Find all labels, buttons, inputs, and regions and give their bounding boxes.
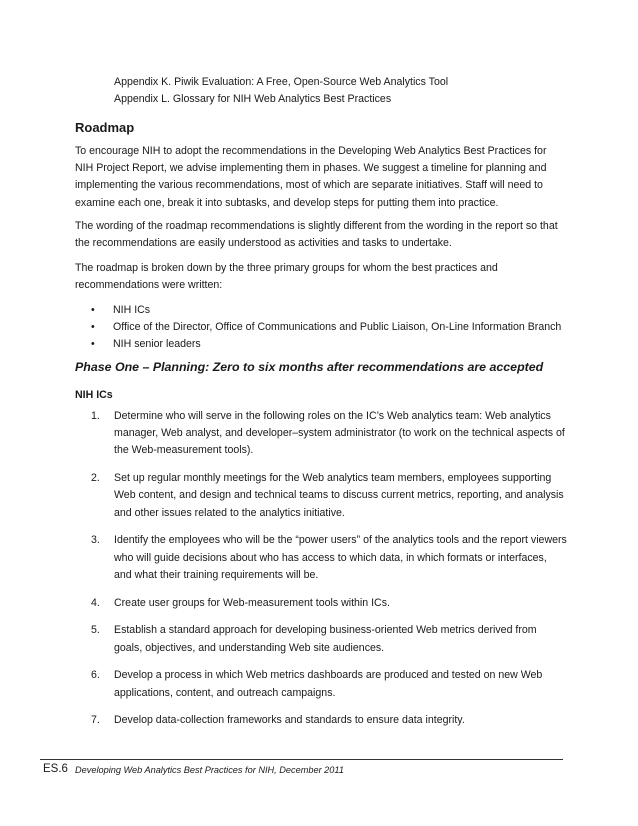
- bullet-item: [75, 319, 575, 336]
- phase-one-numbered-list: [75, 408, 567, 740]
- footer-divider: [40, 759, 563, 760]
- item-number: 3.: [91, 534, 100, 547]
- appendix-k-line: Appendix K. Piwik Evaluation: A Free, Open-Source Web Analytics Tool: [114, 76, 449, 88]
- item-number: 2.: [91, 472, 100, 485]
- bullet-item: [75, 302, 575, 319]
- item-text: Develop data-collection frameworks and standards to ensure data integrity.: [114, 714, 465, 727]
- item-text: Determine who will serve in the following roles on the IC’s Web analytics team: Web analytics manager, Web analyst, and developer–system administrator (to work on the technical aspects of the Web-measurement tools).: [114, 410, 565, 457]
- bullet-item: [75, 336, 575, 353]
- bullet-icon: •: [91, 321, 95, 333]
- roadmap-paragraph-3: The roadmap is broken down by the three primary groups for whom the best practices and recommendations were written:: [75, 262, 498, 292]
- item-number: 6.: [91, 669, 100, 682]
- roadmap-paragraph-1: To encourage NIH to adopt the recommendations in the Developing Web Analytics Best Practices for NIH Project Report, we advise implementing them in phases. We suggest a timeline for planning and implementing the various recommendations, most of which are separate initiatives. Staff will need to examine each one, break it into subtasks, and develop steps for putting them into practice.: [75, 145, 547, 209]
- item-text: Establish a standard approach for developing business-oriented Web metrics derived from goals, objectives, and understanding Web site audiences.: [114, 624, 537, 654]
- list-item: [75, 622, 567, 656]
- appendix-l-line: Appendix L. Glossary for NIH Web Analytics Best Practices: [114, 93, 392, 105]
- list-item: [75, 470, 567, 522]
- item-number: 7.: [91, 714, 100, 727]
- item-text: Create user groups for Web-measurement tools within ICs.: [114, 596, 390, 609]
- nih-ics-subheading: NIH ICs: [75, 389, 113, 401]
- bullet-text: NIH ICs: [113, 304, 151, 316]
- footer-title: Developing Web Analytics Best Practices for NIH, December 2011: [75, 765, 344, 775]
- item-number: 4.: [91, 596, 100, 609]
- list-item: [75, 667, 567, 701]
- bullet-text: Office of the Director, Office of Communications and Public Liaison, On-Line Information Branch: [113, 321, 562, 333]
- roadmap-bullet-list: [75, 302, 575, 353]
- item-text: Identify the employees who will be the “power users” of the analytics tools and the report viewers who will guide decisions about who has access to which data, in which formats or interfaces, and what their training requirements will be.: [114, 534, 567, 581]
- roadmap-paragraph-2: The wording of the roadmap recommendations is slightly different from the wording in the report so that the recommendations are easily understood as activities and tasks to undertake.: [75, 220, 558, 250]
- list-item: [75, 532, 567, 584]
- page-number: ES.6: [43, 763, 68, 775]
- list-item: [75, 712, 567, 729]
- bullet-text: NIH senior leaders: [113, 338, 201, 350]
- list-item: [75, 408, 567, 460]
- item-text: Develop a process in which Web metrics dashboards are produced and tested on new Web applications, content, and outreach campaigns.: [114, 669, 543, 699]
- item-number: 5.: [91, 624, 100, 637]
- phase-one-heading: Phase One – Planning: Zero to six months after recommendations are accepted: [75, 360, 544, 374]
- bullet-icon: •: [91, 304, 95, 316]
- bullet-icon: •: [91, 338, 95, 350]
- list-item: [75, 595, 567, 612]
- item-number: 1.: [91, 410, 100, 422]
- roadmap-heading: Roadmap: [75, 120, 135, 135]
- item-text: Set up regular monthly meetings for the Web analytics team members, employees supporting Web content, and design and technical teams to discuss current metrics, reporting, and analysis and other issues related to the analytics initiative.: [114, 472, 564, 519]
